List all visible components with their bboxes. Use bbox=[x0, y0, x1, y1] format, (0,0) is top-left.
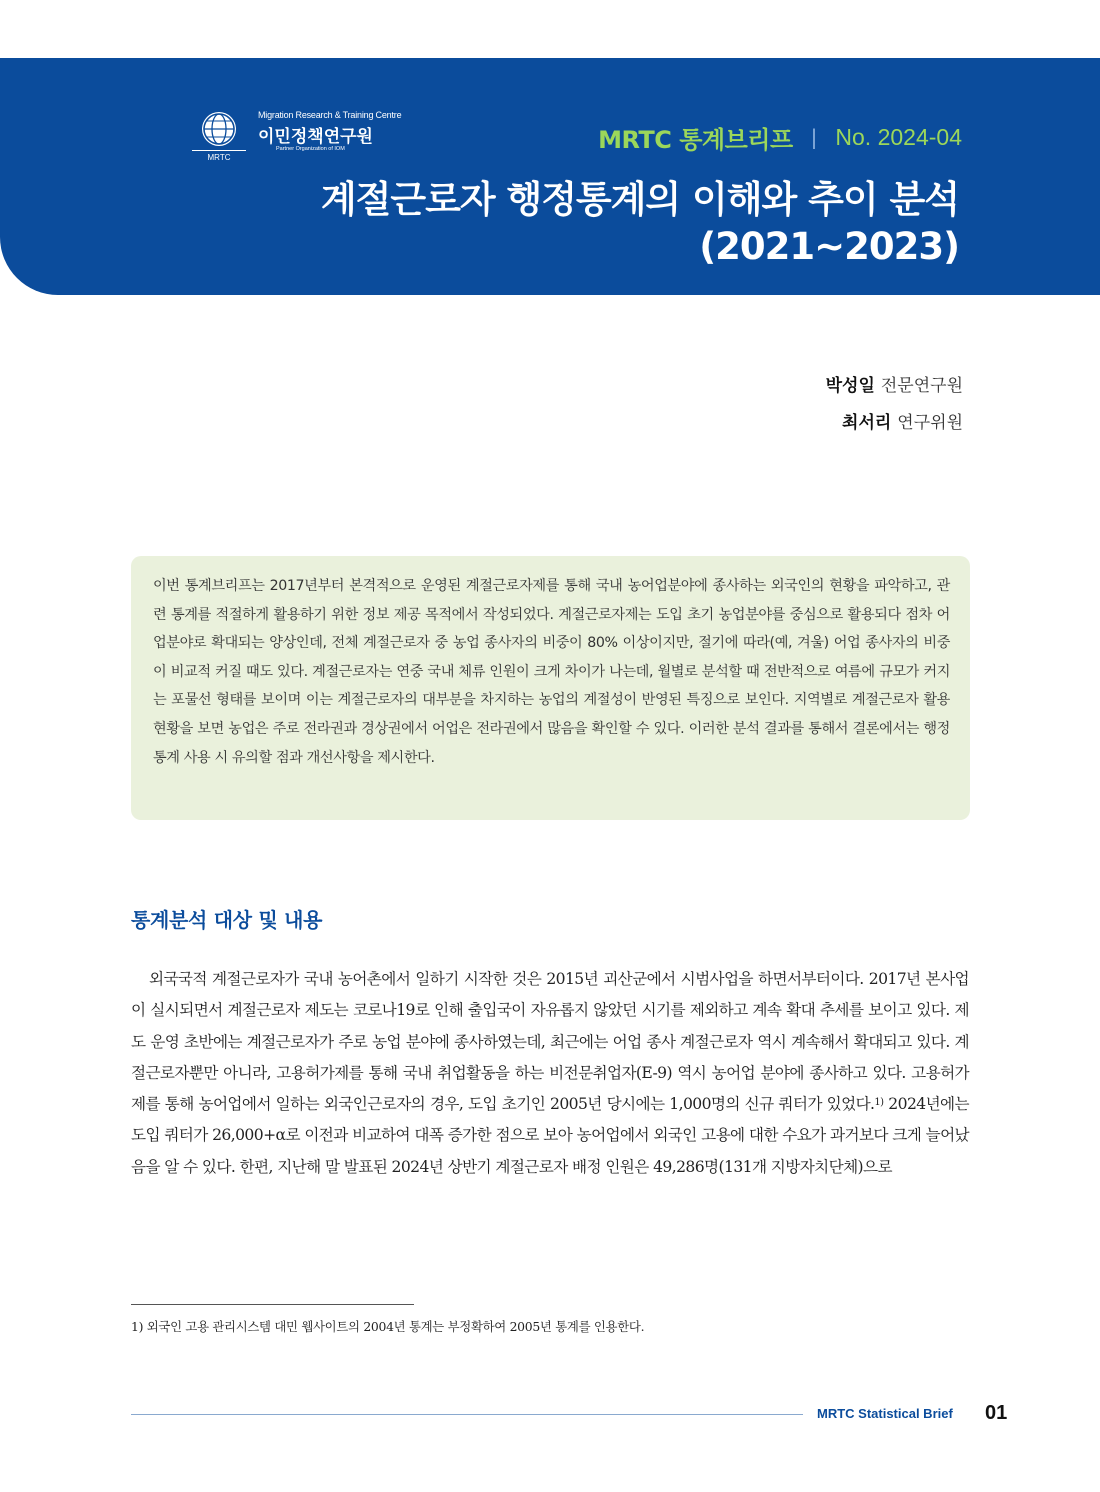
footnote: 1) 외국인 고용 관리시스템 대민 웹사이트의 2004년 통계는 부정확하여 2005년 통계를 인용한다. bbox=[131, 1319, 645, 1334]
footer-brand: MRTC Statistical Brief bbox=[817, 1406, 953, 1421]
author-role: 전문연구원 bbox=[880, 376, 963, 396]
author-role: 연구위원 bbox=[897, 413, 963, 433]
author-name: 박성일 bbox=[825, 376, 875, 396]
authors bbox=[826, 368, 963, 442]
logo-korean-name: 이민정책연구원 bbox=[258, 127, 373, 147]
series-label bbox=[598, 122, 962, 152]
logo-mark: MRTC bbox=[192, 150, 246, 162]
footnote-divider bbox=[131, 1304, 414, 1305]
title-line-2: (2021~2023) bbox=[699, 225, 959, 268]
page-title bbox=[321, 176, 959, 270]
abstract-text: 이번 통계브리프는 2017년부터 본격적으로 운영된 계절근로자제를 통해 국내 농어업분야에 종사하는 외국인의 현황을 파악하고, 관련 통계를 적절하게 활용하기 위한 정보 제공 목적에서 작성되었다. 계절근로자제는 도입 초기 농업분야를 중심으로 활용되다 점차 어업분야로 확대되는 양상인데, 전체 계절근로자 중 농업 종사자의 비중이 80% 이상이지만, 절기에 따라(예, 겨울) 어업 종사자의 비중이 비교적 커질 때도 있다. 계절근로자는 연중 국내 체류 인원이 크게 차이가 나는데, 월별로 분석할 때 전반적으로 여름에 규모가 커지는 포물선 형태를 보이며 이는 계절근로자의 대부분을 차지하는 농업의 계절성이 반영된 특징으로 보인다. 지역별로 계절근로자 활용 현황을 보면 농업은 주로 전라권과 경상권에서 어업은 전라권에서 많음을 확인할 수 있다. 이러한 분석 결과를 통해서 결론에서는 행정통계 사용 시 유의할 점과 개선사항을 제시한다. bbox=[153, 578, 950, 766]
logo-subtitle: Partner Organization of IOM bbox=[276, 146, 345, 152]
series-divider: | bbox=[810, 125, 818, 149]
body-text bbox=[131, 964, 969, 1183]
globe-icon bbox=[202, 112, 236, 146]
body-text-part-1: 외국국적 계절근로자가 국내 농어촌에서 일하기 시작한 것은 2015년 괴산군에서 시범사업을 하면서부터이다. 2017년 본사업이 실시되면서 계절근로자 제도는 코로나19로 인해 출입국이 자유롭지 않았던 시기를 제외하고 계속 확대 추세를 보이고 있다. 제도 운영 초반에는 계절근로자가 주로 농업 분야에 종사하였는데, 최근에는 어업 종사 계절근로자 역시 계속해서 확대되고 있다. 계절근로자뿐만 아니라, 고용허가제를 통해 국내 취업활동을 하는 비전문취업자(E-9) 역시 농어업 분야에 종사하고 있다. 고용허가제를 통해 농어업에서 일하는 외국인근로자의 경우, 도입 초기인 2005년 당시에는 1,000명의 신규 쿼터가 있었다. bbox=[131, 970, 969, 1114]
abstract-box bbox=[131, 556, 970, 820]
author-name: 최서리 bbox=[842, 413, 892, 433]
title-line-1: 계절근로자 행정통계의 이해와 추이 분석 bbox=[320, 178, 959, 221]
issue-number: No. 2024-04 bbox=[835, 123, 962, 150]
author-1 bbox=[826, 368, 963, 405]
mrtc-logo bbox=[192, 106, 402, 170]
series-title: MRTC 통계브리프 bbox=[598, 125, 793, 154]
author-2 bbox=[826, 405, 963, 442]
body-paragraph bbox=[131, 964, 969, 1183]
footer-divider bbox=[131, 1414, 803, 1415]
section-heading: 통계분석 대상 및 내용 bbox=[131, 908, 323, 932]
page-number: 01 bbox=[985, 1402, 1008, 1424]
footnote-reference[interactable]: 1) bbox=[874, 1097, 884, 1109]
header-banner bbox=[0, 58, 1100, 295]
body-text-part-2: 2024년에는 도입 쿼터가 26,000+α로 이전과 비교하여 대폭 증가한 점으로 보아 농어업에서 외국인 고용에 대한 수요가 과거보다 크게 늘어났음을 알 수 있다. 한편, 지난해 말 발표된 2024년 상반기 계절근로자 배정 인원은 49,286명(131개 지방자치단체)으로 bbox=[131, 1095, 969, 1176]
logo-english-name: Migration Research & Training Centre bbox=[258, 110, 402, 120]
